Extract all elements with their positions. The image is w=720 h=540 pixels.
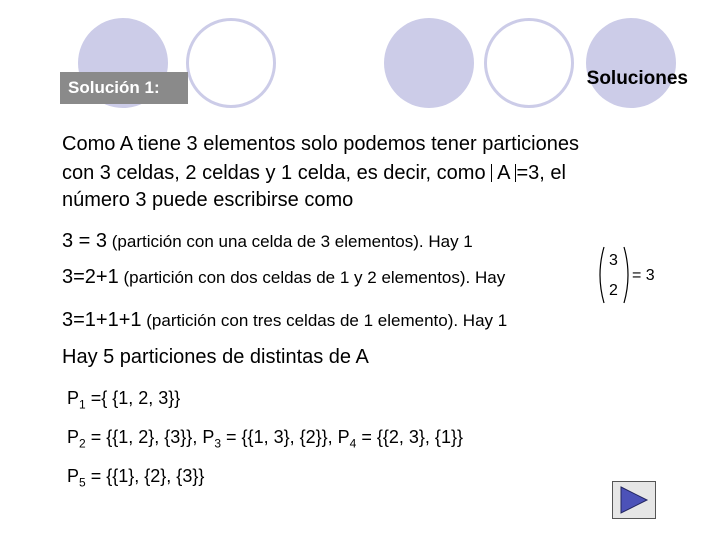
case-note: (partición con una celda de 3 elementos). Hay 1	[107, 232, 473, 251]
binomial-bottom: 2	[609, 282, 618, 299]
decor-circle-3	[384, 18, 474, 108]
partition-value: = {{1, 2}, {3}},	[85, 427, 203, 447]
intro-line-2-text-b: =3, el	[516, 162, 566, 184]
solution-badge: Solución 1:	[60, 72, 188, 104]
cardinality-abs: A	[491, 164, 516, 182]
case-row-2	[62, 266, 505, 289]
binomial-coefficient	[596, 244, 666, 306]
intro-line-2-text-a: con 3 celdas, 2 celdas y 1 celda, es decir, como	[62, 162, 492, 184]
partition-name: P	[202, 427, 215, 447]
partition-index: 4	[349, 436, 357, 451]
case-expr: 3 = 3	[62, 230, 108, 252]
case-note: (partición con dos celdas de 1 y 2 elementos). Hay	[118, 268, 506, 287]
intro-line-2	[62, 162, 566, 185]
summary-line: Hay 5 particiones de distintas de A	[62, 346, 369, 368]
page-title: Soluciones	[586, 68, 688, 89]
case-row-1	[62, 230, 473, 253]
partition-value: = {{1}, {2}, {3}}	[85, 466, 205, 486]
case-expr: 3=1+1+1	[62, 309, 142, 331]
intro-line-1: Como A tiene 3 elementos solo podemos tener particiones	[62, 133, 579, 155]
partition-p5	[67, 466, 204, 490]
next-triangle-icon	[617, 485, 651, 515]
partition-name: P	[337, 427, 350, 447]
partition-p1	[67, 388, 180, 412]
decor-circle-2	[186, 18, 276, 108]
partition-name: P	[67, 427, 80, 447]
decor-circle-5	[586, 18, 676, 108]
decor-circle-4	[484, 18, 574, 108]
binomial-equals: = 3	[632, 267, 655, 284]
partition-name: P	[67, 466, 80, 486]
partition-index: 5	[79, 475, 86, 490]
intro-line-3: número 3 puede escribirse como	[62, 189, 354, 211]
next-slide-button[interactable]	[612, 481, 656, 519]
binomial-top: 3	[609, 252, 618, 269]
partition-value: ={ {1, 2, 3}}	[85, 388, 181, 408]
partition-index: 3	[214, 436, 222, 451]
partition-name: P	[67, 388, 80, 408]
case-expr: 3=2+1	[62, 266, 119, 288]
case-note: (partición con tres celdas de 1 elemento). Hay 1	[141, 311, 508, 330]
partition-index: 1	[79, 397, 86, 412]
case-row-3	[62, 309, 507, 332]
partition-index: 2	[79, 436, 86, 451]
partition-row-2	[67, 427, 463, 451]
partition-value: = {{2, 3}, {1}}	[356, 427, 463, 447]
partition-value: = {{1, 3}, {2}},	[221, 427, 338, 447]
